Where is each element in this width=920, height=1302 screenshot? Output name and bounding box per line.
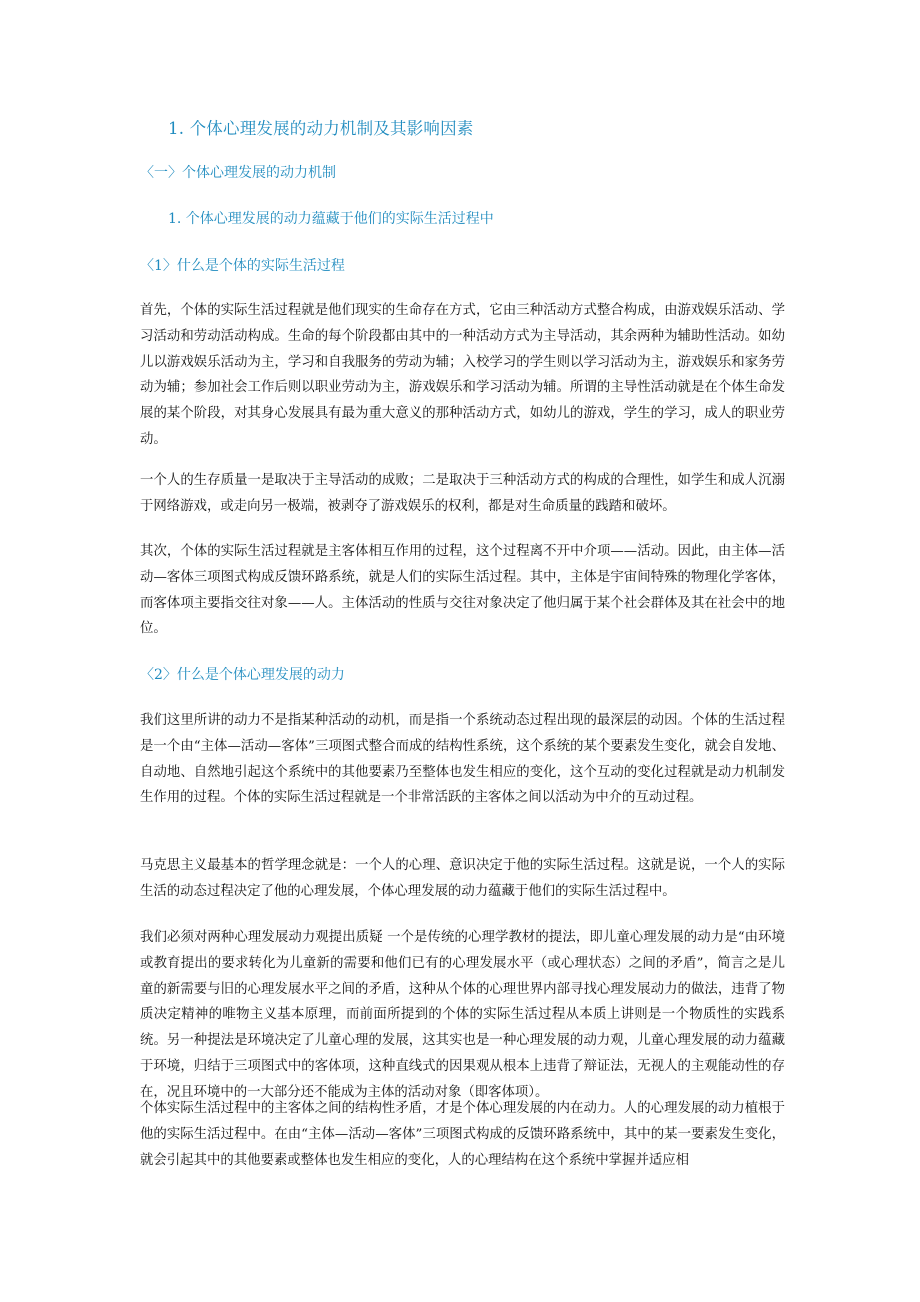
- paragraph-5: 马克思主义最基本的哲学理念就是：一个人的心理、意识决定于他的实际生活过程。这就是说，一个人的实际生活的动态过程决定了他的心理发展，个体心理发展的动力蕴藏于他们的实际生活过程中。: [140, 858, 785, 899]
- main-heading: 1. 个体心理发展的动力机制及其影响因素: [168, 119, 474, 138]
- subsection-heading: 1. 个体心理发展的动力蕴藏于他们的实际生活过程中: [168, 211, 494, 227]
- paragraph-7: 个体实际生活过程中的主客体之间的结构性矛盾，才是个体心理发展的内在动力。人的心理发展的动力植根于他的实际生活过程中。在由“主体—活动—客体”三项图式构成的反馈环路系统中，其中的某一要素发生变化，就会引起其中的其他要素或整体也发生相应的变化，人的心理结构在这个系统中掌握并适应相: [140, 1101, 785, 1168]
- question-heading-2: 〈2〉什么是个体心理发展的动力: [140, 667, 345, 683]
- paragraph-6: 我们必须对两种心理发展动力观提出质疑 一个是传统的心理学教材的提法，即儿童心理发展的动力是“由环境或教育提出的要求转化为儿童新的需要和他们已有的心理发展水平（或心理状态）之间的矛盾”，简言之是儿童的新需要与旧的心理发展水平之间的矛盾，这种从个体的心理世界内部寻找心理发展动力的做法，违背了物质决定精神的唯物主义基本原理，而前面所提到的个体的实际生活过程从本质上讲则是一个物质性的实践系统。另一种提法是环境决定了儿童心理的发展，这其实也是一种心理发展的动力观，儿童心理发展的动力蕴藏于环境，归结于三项图式中的客体项，这种直线式的因果观从根本上违背了辩证法，无视人的主观能动性的存在，况且环境中的一大部分还不能成为主体的活动对象（即客体项）。: [140, 930, 785, 1100]
- paragraph-2: 一个人的生存质量一是取决于主导活动的成败；二是取决于三种活动方式的构成的合理性，如学生和成人沉溺于网络游戏，或走向另一极端，被剥夺了游戏娱乐的权利，都是对生命质量的践踏和破坏。: [140, 473, 785, 514]
- paragraph-4: 我们这里所讲的动力不是指某种活动的动机，而是指一个系统动态过程出现的最深层的动因。个体的生活过程是一个由“主体—活动—客体”三项图式整合而成的结构性系统，这个系统的某个要素发生变化，就会自发地、自动地、自然地引起这个系统中的其他要素乃至整体也发生相应的变化，这个互动的变化过程就是动力机制发生作用的过程。个体的实际生活过程就是一个非常活跃的主客体之间以活动为中介的互动过程。: [140, 713, 785, 806]
- section-heading: 〈一〉个体心理发展的动力机制: [140, 165, 336, 181]
- question-heading-1: 〈1〉什么是个体的实际生活过程: [140, 258, 345, 274]
- paragraph-1: 首先，个体的实际生活过程就是他们现实的生命存在方式，它由三种活动方式整合构成，由游戏娱乐活动、学习活动和劳动活动构成。生命的每个阶段都由其中的一种活动方式为主导活动，其余两种为辅助性活动。如幼儿以游戏娱乐活动为主，学习和自我服务的劳动为辅；入校学习的学生则以学习活动为主，游戏娱乐和家务劳动为辅；参加社会工作后则以职业劳动为主，游戏娱乐和学习活动为辅。所谓的主导性活动就是在个体生命发展的某个阶段，对其身心发展具有最为重大意义的那种活动方式，如幼儿的游戏，学生的学习，成人的职业劳动。: [140, 303, 785, 447]
- paragraph-3: 其次，个体的实际生活过程就是主客体相互作用的过程，这个过程离不开中介项——活动。因此，由主体—活动—客体三项图式构成反馈环路系统，就是人们的实际生活过程。其中，主体是宇宙间特殊的物理化学客体，而客体项主要指交往对象——人。主体活动的性质与交往对象决定了他归属于某个社会群体及其在社会中的地位。: [140, 544, 785, 637]
